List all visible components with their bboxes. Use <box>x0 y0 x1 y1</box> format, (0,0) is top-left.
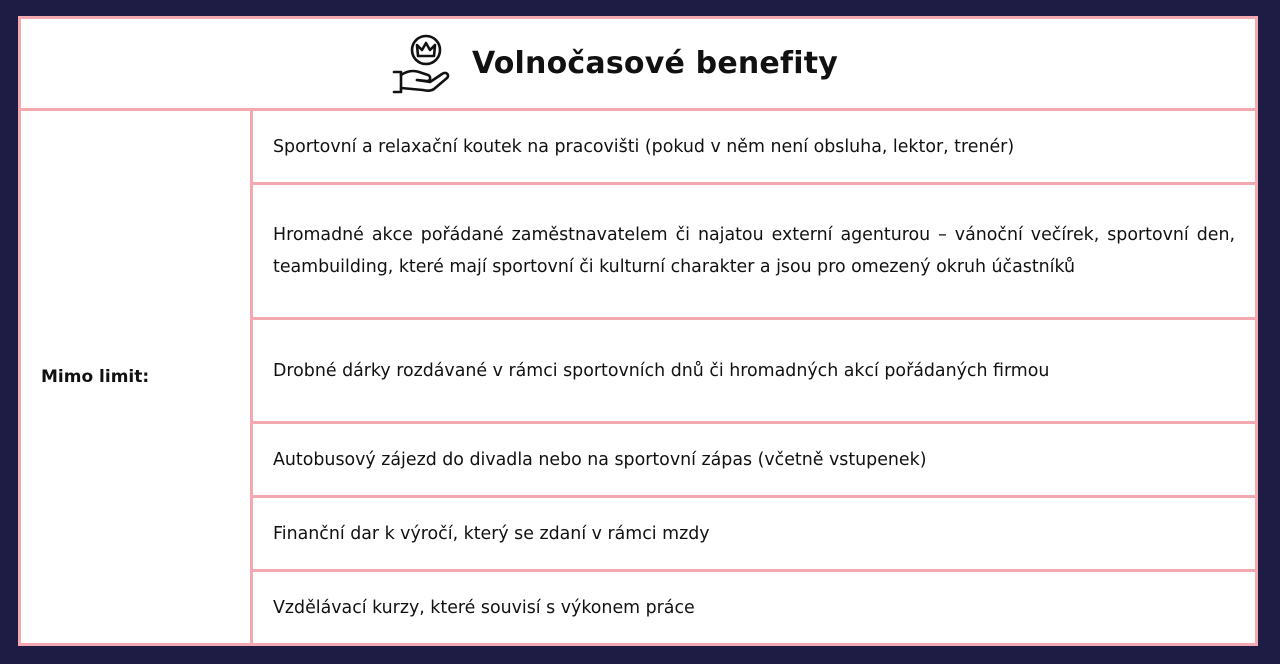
table-row <box>253 111 1255 185</box>
benefit-text: Sportovní a relaxační koutek na pracovišti (pokud v něm není obsluha, lektor, trenér) <box>273 136 1015 157</box>
hand-holding-crown-icon <box>390 32 454 96</box>
category-label: Mimo limit: <box>41 367 150 387</box>
table-header <box>21 19 1255 111</box>
benefits-table <box>18 16 1258 646</box>
table-row <box>253 498 1255 572</box>
table-row <box>253 320 1255 424</box>
benefit-list <box>253 111 1255 643</box>
header-content <box>390 32 838 96</box>
table-row <box>253 572 1255 643</box>
benefit-text: Autobusový zájezd do divadla nebo na sportovní zápas (včetně vstupenek) <box>273 449 927 470</box>
table-row <box>253 185 1255 320</box>
category-cell <box>21 111 253 643</box>
benefit-text: Drobné dárky rozdávané v rámci sportovních dnů či hromadných akcí pořádaných firmou <box>273 360 1050 381</box>
benefit-text: Hromadné akce pořádané zaměstnavatelem či najatou externí agenturou – vánoční večírek, sportovní den, teambuilding, které mají sportovní či kulturní charakter a jsou pro omezený okruh účastníků <box>273 225 1235 277</box>
benefit-text: Finanční dar k výročí, který se zdaní v rámci mzdy <box>273 523 710 544</box>
page-title: Volnočasové benefity <box>471 46 839 81</box>
benefit-text: Vzdělávací kurzy, které souvisí s výkonem práce <box>273 597 695 618</box>
table-row <box>253 424 1255 498</box>
